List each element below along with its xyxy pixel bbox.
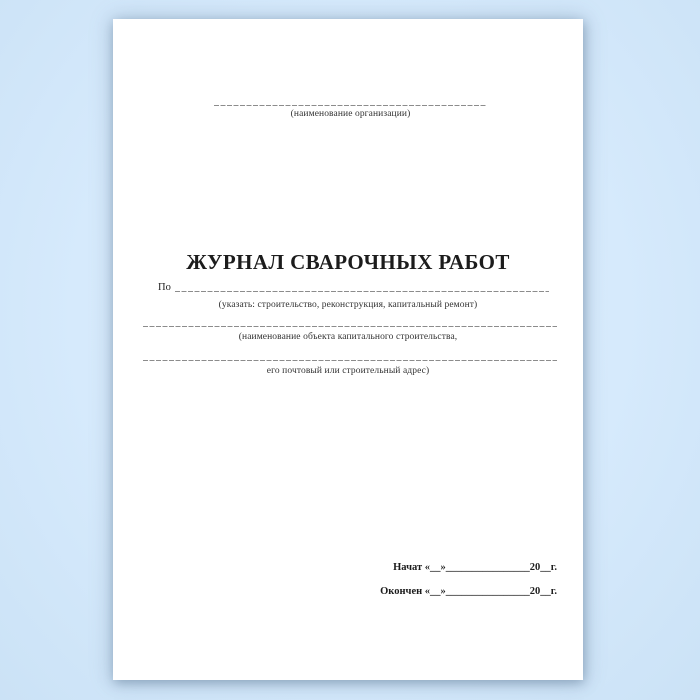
fill-in-line (143, 326, 557, 327)
dates-block (380, 561, 557, 598)
document-page (113, 19, 583, 680)
work-type-field (158, 281, 549, 294)
organization-name-caption: (наименование организации) (290, 109, 411, 119)
fill-in-line (214, 105, 487, 106)
work-type-label: По (158, 282, 171, 293)
construction-object-caption-line1: (наименование объекта капитального строительства, (238, 332, 458, 342)
end-date-line: Окончен «__»________________20__г. (380, 586, 557, 597)
organization-name-field (214, 105, 487, 120)
work-type-caption: (указать: строительство, реконструкция, капитальный ремонт) (218, 300, 478, 310)
construction-object-caption-line2: его почтовый или строительный адрес) (266, 366, 430, 376)
start-date-line: Начат «__»________________20__г. (393, 562, 557, 573)
fill-in-line (175, 291, 549, 292)
fill-in-line (143, 360, 557, 361)
document-title: ЖУРНАЛ СВАРОЧНЫХ РАБОТ (186, 250, 510, 274)
